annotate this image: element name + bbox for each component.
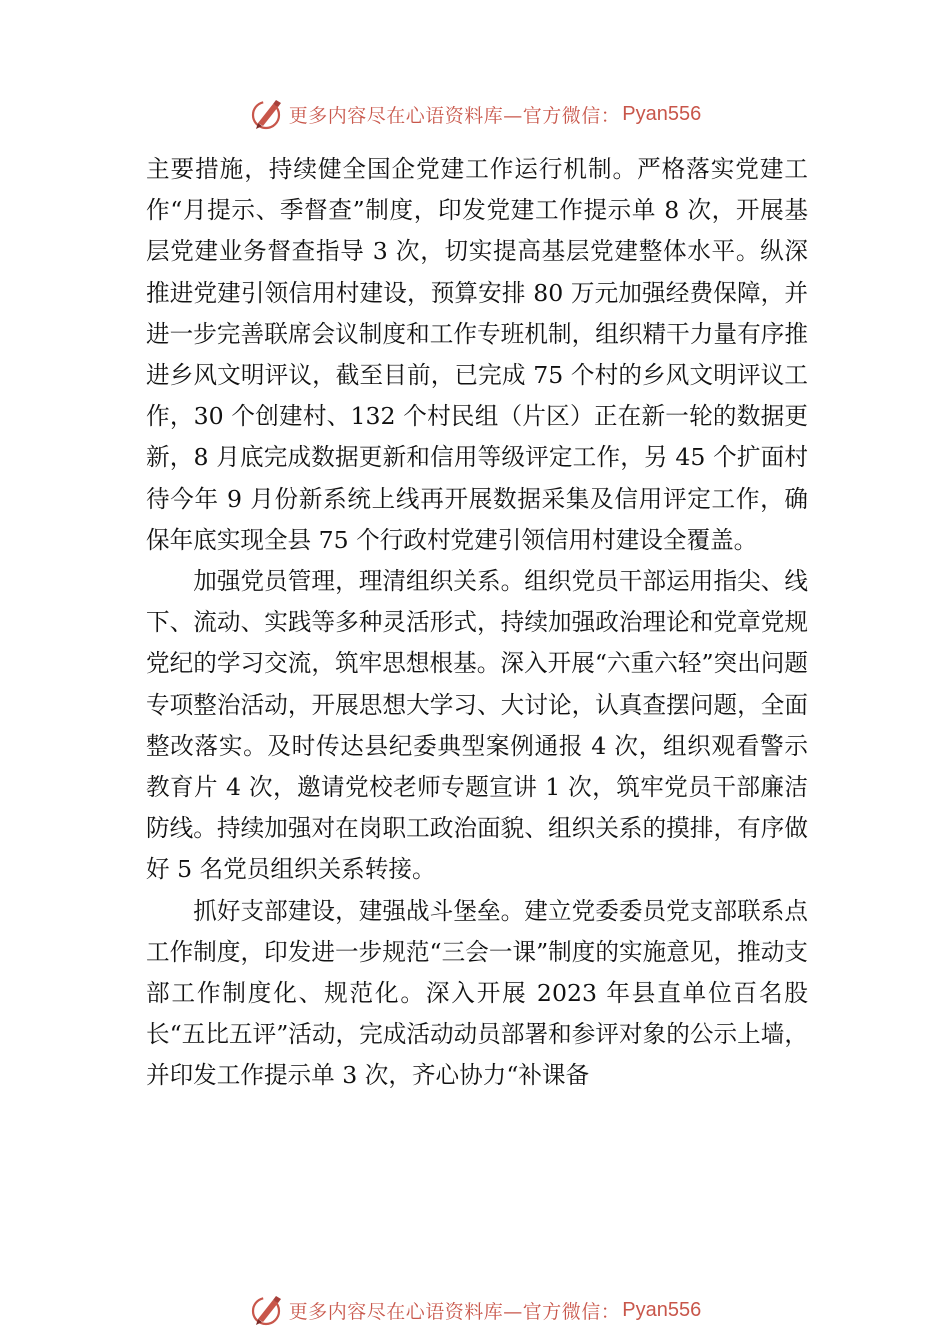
document-body: [146, 149, 808, 1097]
footer-banner: [0, 1290, 950, 1330]
paragraph-1: 主要措施，持续健全国企党建工作运行机制。严格落实党建工作“月提示、季督查”制度，印发党建工作提示单 8 次，开展基层党建业务督查指导 3 次，切实提高基层党建整体水平。纵深推进党建引领信用村建设，预算安排 80 万元加强经费保障，并进一步完善联席会议制度和工作专班机制，组织精干力量有序推进乡风文明评议，截至目前，已完成 75 个村的乡风文明评议工作，30 个创建村、132 个村民组（片区）正在新一轮的数据更新，8 月底完成数据更新和信用等级评定工作，另 45 个扩面村待今年 9 月份新系统上线再开展数据采集及信用评定工作，确保年底实现全县 75 个行政村党建引领信用村建设全覆盖。: [146, 155, 808, 554]
paragraph-2: 加强党员管理，理清组织关系。组织党员干部运用指尖、线下、流动、实践等多种灵活形式，持续加强政治理论和党章党规党纪的学习交流，筑牢思想根基。深入开展“六重六轻”突出问题专项整治活动，开展思想大学习、大讨论，认真查摆问题，全面整改落实。及时传达县纪委典型案例通报 4 次，组织观看警示教育片 4 次，邀请党校老师专题宣讲 1 次，筑牢党员干部廉洁防线。持续加强对在岗职工政治面貌、组织关系的摸排，有序做好 5 名党员组织关系转接。: [146, 567, 808, 884]
footer-banner-text: 更多内容尽在心语资料库—官方微信：: [288, 1300, 621, 1323]
paragraph-3: 抓好支部建设，建强战斗堡垒。建立党委委员党支部联系点工作制度，印发进一步规范“三会一课”制度的实施意见，推动支部工作制度化、规范化。深入开展 2023 年县直单位百名股长“五比五评”活动，完成活动动员部署和参评对象的公示上墙，并印发工作提示单 3 次，齐心协力“补课备: [146, 896, 808, 1090]
header-banner: [0, 94, 950, 134]
pen-seal-logo-icon: [249, 1292, 285, 1328]
header-banner-text: 更多内容尽在心语资料库—官方微信：: [288, 104, 621, 127]
pen-seal-logo-icon: [249, 96, 285, 132]
header-banner-wechat-id: Pyan556: [622, 102, 702, 125]
footer-banner-wechat-id: Pyan556: [622, 1298, 702, 1321]
